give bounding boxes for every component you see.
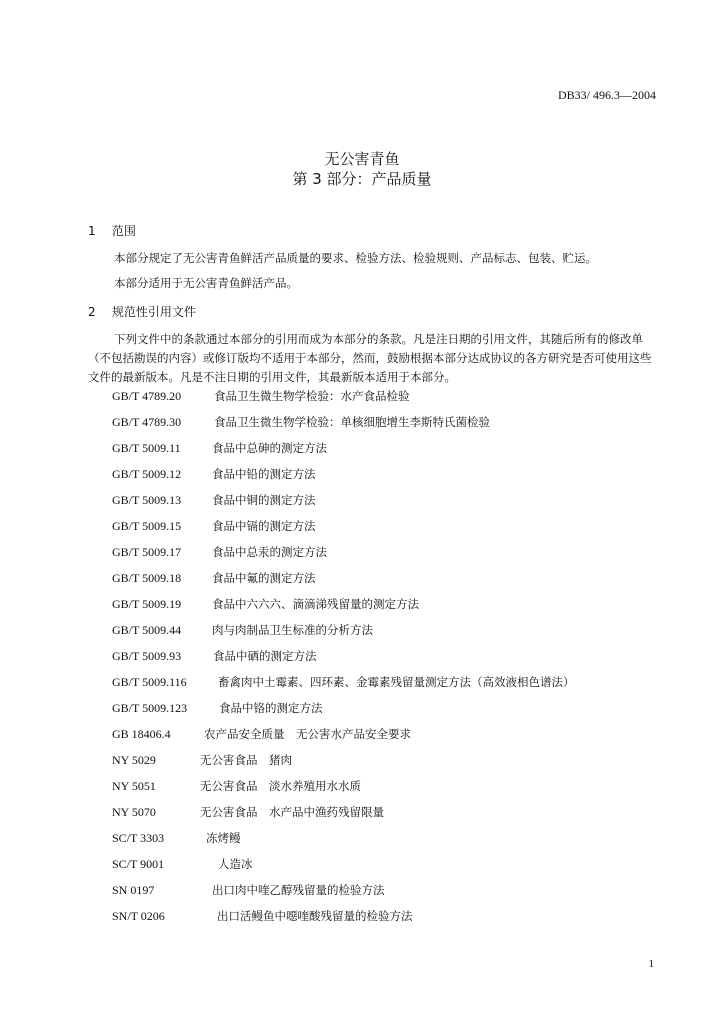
- section-heading-text: 规范性引用文件: [111, 305, 196, 319]
- reference-item: [112, 752, 575, 778]
- page-number: 1: [648, 958, 654, 970]
- reference-title: 人造冰: [218, 857, 253, 871]
- reference-title: 出口活鳗鱼中噁喹酸残留量的检验方法: [217, 909, 413, 923]
- reference-code: GB/T 5009.93: [112, 649, 182, 663]
- reference-title: 食品中镉的测定方法: [212, 519, 316, 533]
- reference-item: [112, 648, 575, 674]
- reference-item: [112, 882, 575, 908]
- reference-list: [112, 388, 575, 934]
- reference-title: 冻烤鳗: [206, 831, 241, 845]
- reference-code: SC/T 9001: [112, 857, 165, 871]
- document-title: 无公害青鱼: [324, 150, 400, 168]
- reference-title: 食品卫生微生物学检验：单核细胞增生李斯特氏菌检验: [214, 415, 490, 429]
- reference-code: GB/T 5009.123: [112, 701, 188, 715]
- reference-code: GB/T 5009.44: [112, 623, 182, 637]
- reference-item: [112, 466, 575, 492]
- reference-code: GB/T 5009.18: [112, 571, 182, 585]
- reference-title: 食品中总汞的测定方法: [212, 545, 327, 559]
- reference-code: GB/T 5009.11: [112, 441, 181, 455]
- reference-title: 食品中铅的测定方法: [212, 467, 316, 481]
- reference-item: [112, 726, 575, 752]
- reference-title: 食品中氟的测定方法: [212, 571, 316, 585]
- reference-title: 肉与肉制品卫生标准的分析方法: [212, 623, 373, 637]
- reference-code: SN/T 0206: [112, 909, 165, 923]
- reference-item: [112, 544, 575, 570]
- reference-item: [112, 674, 575, 700]
- reference-item: [112, 518, 575, 544]
- reference-code: GB/T 4789.30: [112, 415, 182, 429]
- reference-code: GB/T 5009.116: [112, 675, 187, 689]
- applicability-paragraph: 本部分适用于无公害青鱼鲜活产品。: [114, 276, 298, 290]
- scope-paragraph: 本部分规定了无公害青鱼鲜活产品质量的要求、检验方法、检验规则、产品标志、包装、贮运。: [114, 251, 597, 265]
- reference-title: 农产品安全质量 无公害水产品安全要求: [204, 727, 411, 741]
- reference-code: GB/T 5009.12: [112, 467, 182, 481]
- reference-title: 食品中铬的测定方法: [219, 701, 323, 715]
- reference-code: SN 0197: [112, 883, 155, 897]
- section-number: 1: [88, 224, 96, 238]
- reference-title: 无公害食品 淡水养殖用水水质: [200, 779, 361, 793]
- reference-code: SC/T 3303: [112, 831, 165, 845]
- section-1-heading: [88, 222, 136, 239]
- reference-title: 出口肉中喹乙醇残留量的检验方法: [212, 883, 385, 897]
- reference-code: NY 5029: [112, 753, 156, 767]
- reference-code: GB/T 4789.20: [112, 389, 182, 403]
- reference-item: [112, 830, 575, 856]
- reference-title: 食品中铜的测定方法: [212, 493, 316, 507]
- reference-code: GB 18406.4: [112, 727, 171, 741]
- document-subtitle: 第 3 部分：产品质量: [292, 170, 432, 188]
- section-number: 2: [88, 305, 96, 319]
- reference-item: [112, 622, 575, 648]
- section-heading-text: 范围: [111, 224, 136, 238]
- reference-title: 食品中总砷的测定方法: [212, 441, 327, 455]
- reference-item: [112, 388, 575, 414]
- reference-item: [112, 414, 575, 440]
- reference-item: [112, 700, 575, 726]
- reference-item: [112, 908, 575, 934]
- reference-title: 无公害食品 猪肉: [200, 753, 292, 767]
- reference-title: 食品卫生微生物学检验：水产食品检验: [214, 389, 410, 403]
- reference-item: [112, 596, 575, 622]
- reference-item: [112, 778, 575, 804]
- reference-title: 食品中硒的测定方法: [213, 649, 317, 663]
- reference-code: NY 5051: [112, 779, 156, 793]
- references-intro-paragraph: 下列文件中的条款通过本部分的引用而成为本部分的条款。凡是注日期的引用文件，其随后所有的修改单（不包括勘误的内容）或修订版均不适用于本部分，然而，鼓励根据本部分达成协议的各方研究是否可使用这些文件的最新版本。凡是不注日期的引用文件，其最新版本适用于本部分。: [88, 332, 652, 384]
- reference-item: [112, 570, 575, 596]
- reference-code: GB/T 5009.17: [112, 545, 182, 559]
- reference-item: [112, 492, 575, 518]
- reference-item: [112, 856, 575, 882]
- reference-title: 无公害食品 水产品中渔药残留限量: [200, 805, 384, 819]
- reference-title: 畜禽肉中土霉素、四环素、金霉素残留量测定方法（高效液相色谱法）: [218, 675, 575, 689]
- reference-code: GB/T 5009.15: [112, 519, 182, 533]
- reference-code: NY 5070: [112, 805, 156, 819]
- reference-code: GB/T 5009.19: [112, 597, 182, 611]
- document-code: DB33/ 496.3—2004: [557, 88, 656, 102]
- reference-item: [112, 440, 575, 466]
- reference-code: GB/T 5009.13: [112, 493, 182, 507]
- section-2-heading: [88, 303, 196, 320]
- reference-item: [112, 804, 575, 830]
- reference-title: 食品中六六六、滴滴涕残留量的测定方法: [212, 597, 419, 611]
